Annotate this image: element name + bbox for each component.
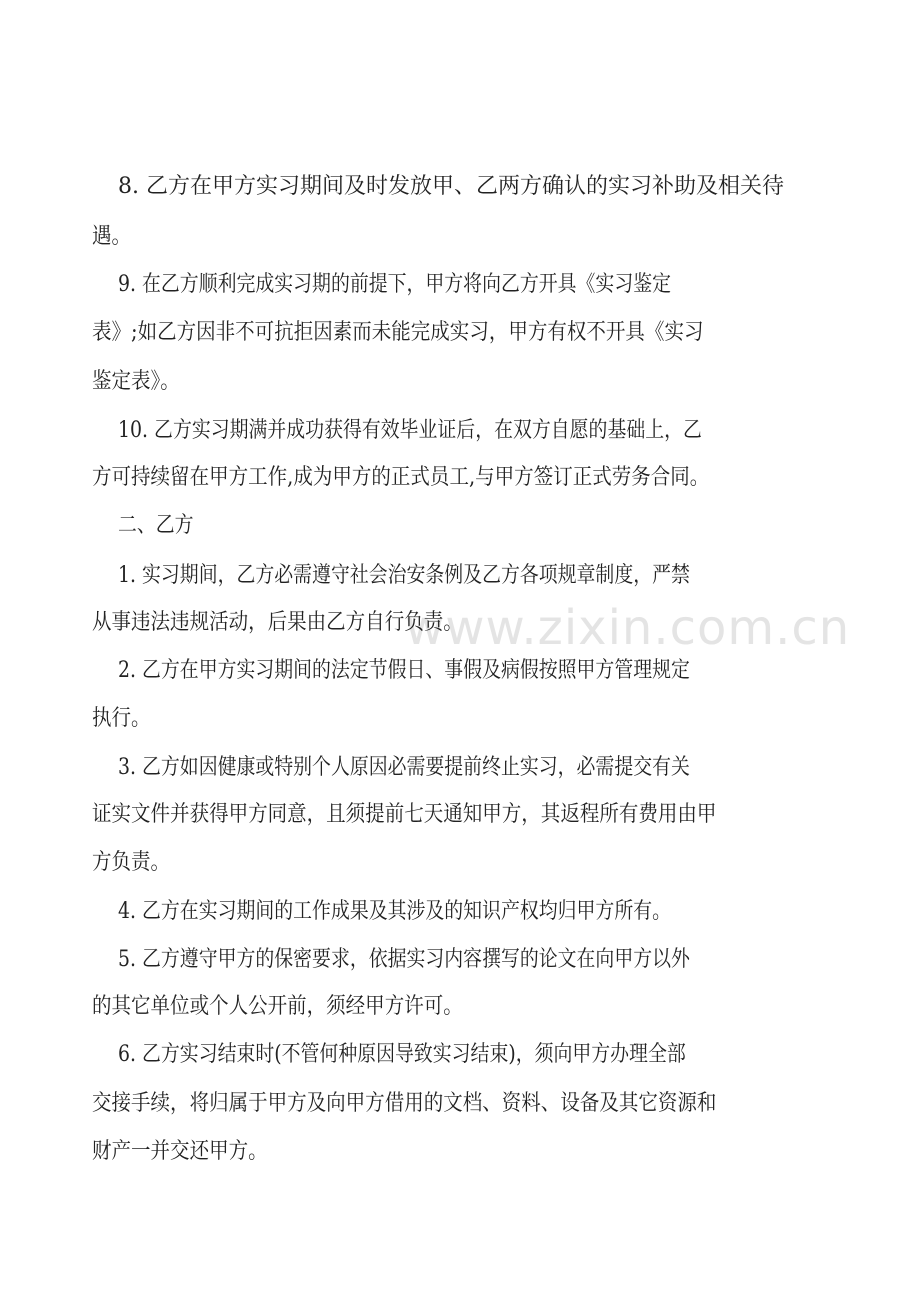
party-b-item-6-line-3: 财产一并交还甲方。 xyxy=(92,1139,268,1164)
party-b-item-3-line-3: 方负责。 xyxy=(92,850,171,875)
paragraph-8-line-2: 遇。 xyxy=(92,224,132,249)
paragraph-9-line-1: 9. 在乙方顺利完成实习期的前提下，甲方将向乙方开具《实习鉴定 xyxy=(118,272,671,297)
party-b-item-6-line-1: 6. 乙方实习结束时(不管何种原因导致实习结束)，须向甲方办理全部 xyxy=(118,1042,686,1067)
paragraph-10-line-1: 10. 乙方实习期满并成功获得有效毕业证后，在双方自愿的基础上，乙 xyxy=(118,418,702,443)
party-b-item-2-line-1: 2. 乙方在甲方实习期间的法定节假日、事假及病假按照甲方管理规定 xyxy=(118,658,690,683)
party-b-item-3-line-2: 证实文件并获得甲方同意，且须提前七天通知甲方，其返程所有费用由甲 xyxy=(92,802,717,827)
watermark: www.zixin.com.cn xyxy=(405,600,851,656)
paragraph-8-line-1: 8. 乙方在甲方实习期间及时发放甲、乙两方确认的实习补助及相关待 xyxy=(118,174,784,199)
party-b-item-1-line-1: 1. 实习期间，乙方必需遵守社会治安条例及乙方各项规章制度，严禁 xyxy=(118,563,690,588)
section-heading-party-b: 二、乙方 xyxy=(118,513,194,538)
paragraph-9-line-3: 鉴定表》。 xyxy=(92,369,180,394)
party-b-item-5-line-2: 的其它单位或个人公开前，须经甲方许可。 xyxy=(92,994,463,1019)
party-b-item-2-line-2: 执行。 xyxy=(92,706,151,731)
party-b-item-5-line-1: 5. 乙方遵守甲方的保密要求，依据实习内容撰写的论文在向甲方以外 xyxy=(118,947,690,972)
party-b-item-1-line-2: 从事违法违规活动，后果由乙方自行负责。 xyxy=(92,610,463,635)
party-b-item-4-line-1: 4. 乙方在实习期间的工作成果及其涉及的知识产权均归甲方所有。 xyxy=(118,899,671,924)
party-b-item-3-line-1: 3. 乙方如因健康或特别个人原因必需要提前终止实习，必需提交有关 xyxy=(118,755,690,780)
paragraph-9-line-2: 表》;如乙方因非不可抗拒因素而未能完成实习，甲方有权不开具《实习 xyxy=(92,320,704,345)
paragraph-10-line-2: 方可持续留在甲方工作,成为甲方的正式员工,与甲方签订正式劳务合同。 xyxy=(92,465,710,490)
party-b-item-6-line-2: 交接手续，将归属于甲方及向甲方借用的文档、资料、设备及其它资源和 xyxy=(92,1091,717,1116)
